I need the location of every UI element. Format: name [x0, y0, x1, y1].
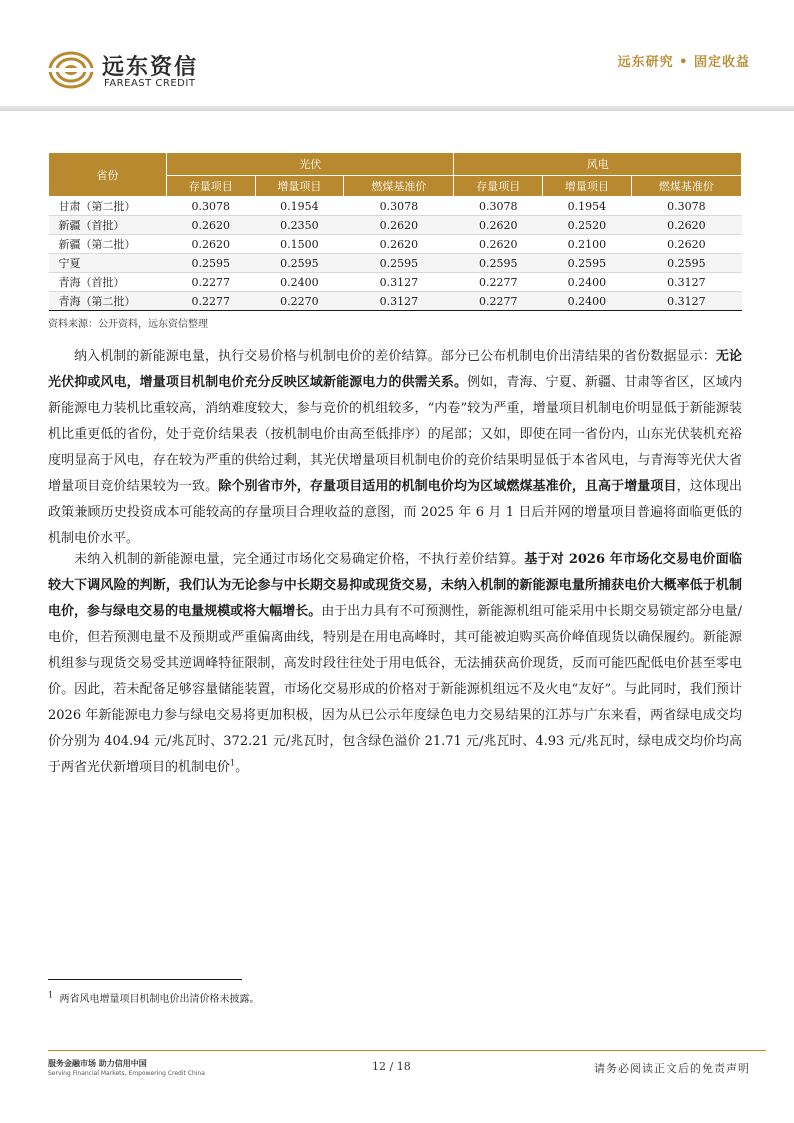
p1-bold-text: 无论光伏抑或风电，增量项目机制电价充分反映区域新能源电力的供需关系。	[48, 349, 742, 390]
page-header	[0, 0, 794, 110]
table-cell: 0.2400	[543, 273, 632, 292]
table-cell: 0.2350	[255, 216, 344, 235]
page-number: 12 / 18	[372, 1060, 411, 1073]
table-cell: 0.1954	[255, 197, 344, 216]
table-cell: 0.3127	[344, 273, 454, 292]
mechanism-price-table	[48, 152, 742, 311]
table-row	[49, 216, 742, 235]
col-header-wind-coal: 燃煤基准价	[631, 176, 741, 197]
table-cell: 0.2595	[454, 254, 543, 273]
col-header-wind-existing: 存量项目	[454, 176, 543, 197]
table-cell: 0.1500	[255, 235, 344, 254]
body-paragraph-1	[48, 344, 742, 552]
col-header-pv-existing: 存量项目	[167, 176, 256, 197]
table-row	[49, 254, 742, 273]
table-cell-province: 甘肃（第二批）	[49, 197, 167, 216]
col-group-pv: 光伏	[167, 153, 454, 176]
col-header-pv-coal: 燃煤基准价	[344, 176, 454, 197]
col-header-province: 省份	[49, 153, 167, 197]
table-cell-province: 青海（首批）	[49, 273, 167, 292]
table-cell: 0.2620	[454, 216, 543, 235]
table-cell: 0.2595	[344, 254, 454, 273]
p1-bold-text: 除个别省市外，存量项目适用的机制电价均为区域燃煤基准价，且高于增量项目	[218, 479, 677, 494]
table-row	[49, 235, 742, 254]
footnote	[48, 990, 259, 1005]
p2-text: 未纳入机制的新能源电量，完全通过市场化交易确定价格，不执行差价结算。	[74, 552, 525, 567]
table-cell: 0.3078	[167, 197, 256, 216]
table-cell: 0.2277	[454, 292, 543, 311]
table-cell: 0.2595	[167, 254, 256, 273]
table-cell: 0.2400	[255, 273, 344, 292]
table-cell-province: 宁夏	[49, 254, 167, 273]
table-cell: 0.1954	[543, 197, 632, 216]
table-cell: 0.3078	[344, 197, 454, 216]
table-cell: 0.2620	[631, 235, 741, 254]
footer-slogan-cn: 服务金融市场 助力信用中国	[48, 1059, 147, 1068]
header-divider	[0, 106, 794, 111]
p2-text: 。	[235, 760, 249, 775]
p2-text: 由于出力具有不可预测性，新能源机组可能采用中长期交易锁定部分电量/电价，但若预测电量不及预期或严重偏离曲线，特别是在用电高峰时，其可能被迫购买高价峰值现货以确保履约。新能源机组参与现货交易受其逆调峰特征限制，高发时段往往处于用电低谷，无法捕获高价现货，反而可能匹配低电价甚至零电价。因此，若未配备足够容量储能装置，市场化交易形成的价格对于新能源机组远不及火电“友好”。与此同时，我们预计 2026 年新能源电力参与绿电交易将更加积极，因为从已公示年度绿色电力交易结果的江苏与广东来看，两省绿电成交均价分别为 404.94 元/兆瓦时、372.21 元/兆瓦时，包含绿色溢价 21.71 元/兆瓦时、4.93 元/兆瓦时，绿电成交均价均高于两省光伏新增项目的机制电价	[48, 604, 742, 775]
table-row	[49, 273, 742, 292]
table-cell: 0.2277	[454, 273, 543, 292]
col-header-wind-new: 增量项目	[543, 176, 632, 197]
table-row	[49, 197, 742, 216]
table-cell: 0.2595	[255, 254, 344, 273]
p1-text: ，这体现出政策兼顾历史投资成本可能较高的存量项目合理收益的意图，而 2025 年 6 月 1 日后并网的增量项目普遍将面临更低的机制电价水平。	[48, 479, 742, 546]
brand-name-en: FAREAST CREDIT	[104, 78, 196, 89]
table-row	[49, 292, 742, 311]
table-cell-province: 青海（第二批）	[49, 292, 167, 311]
footer-disclaimer: 请务必阅读正文后的免责声明	[594, 1062, 750, 1075]
footnote-divider	[48, 979, 242, 980]
table-cell: 0.3078	[631, 197, 741, 216]
table-cell: 0.2620	[344, 216, 454, 235]
table-cell: 0.2400	[543, 292, 632, 311]
brand-name-cn: 远东资信	[102, 55, 199, 80]
header-section-title: 远东研究 • 固定收益	[617, 55, 750, 70]
table-cell: 0.2620	[631, 216, 741, 235]
footer-divider	[48, 1050, 766, 1051]
table-cell-province: 新疆（第二批）	[49, 235, 167, 254]
table-cell: 0.2520	[543, 216, 632, 235]
table-cell: 0.3127	[631, 292, 741, 311]
footnote-marker: 1	[48, 990, 54, 1000]
table-cell: 0.2277	[167, 273, 256, 292]
table-cell: 0.2270	[255, 292, 344, 311]
table-cell: 0.2620	[167, 235, 256, 254]
table-cell: 0.2620	[167, 216, 256, 235]
table-source-note: 资料来源：公开资料，远东资信整理	[48, 319, 208, 330]
p1-text: 纳入机制的新能源电量，执行交易价格与机制电价的差价结算。部分已公布机制电价出清结果的省份数据显示：	[74, 349, 716, 364]
footer-slogan-en: Serving Financial Markets, Empowering Credit China	[48, 1070, 205, 1077]
col-group-wind: 风电	[454, 153, 742, 176]
p2-bold-text: 基于对 2026 年市场化交易电价面临较大下调风险的判断，我们认为无论参与中长期交易抑或现货交易，未纳入机制的新能源电量所捕获电价大概率低于机制电价，参与绿电交易的电量规模或将大幅增长。	[48, 552, 742, 619]
table-cell: 0.3127	[344, 292, 454, 311]
table-cell-province: 新疆（首批）	[49, 216, 167, 235]
table-cell: 0.3127	[631, 273, 741, 292]
table-cell: 0.2100	[543, 235, 632, 254]
table-cell: 0.2620	[454, 235, 543, 254]
table-cell: 0.2277	[167, 292, 256, 311]
body-paragraph-2	[48, 547, 742, 781]
fareast-logo-icon	[48, 50, 94, 90]
col-header-pv-new: 增量项目	[255, 176, 344, 197]
table-cell: 0.2620	[344, 235, 454, 254]
footnote-ref[interactable]: 1	[230, 758, 236, 768]
table-cell: 0.2595	[543, 254, 632, 273]
table-cell: 0.3078	[454, 197, 543, 216]
p1-text: 例如，青海、宁夏、新疆、甘肃等省区，区域内新能源电力装机比重较高，消纳难度较大，参与竞价的机组较多，“内卷”较为严重，增量项目机制电价明显低于新能源装机比重更低的省份，处于竞价结果表（按机制电价由高至低排序）的尾部；又如，即使在同一省份内，山东光伏装机充裕度明显高于风电，存在较为严重的供给过剩，其光伏增量项目机制电价的竞价结果明显低于本省风电，与青海等光伏大省增量项目竞价结果较为一致。	[48, 375, 742, 494]
footnote-text: 两省风电增量项目机制电价出清价格未披露。	[59, 994, 260, 1005]
table-cell: 0.2595	[631, 254, 741, 273]
